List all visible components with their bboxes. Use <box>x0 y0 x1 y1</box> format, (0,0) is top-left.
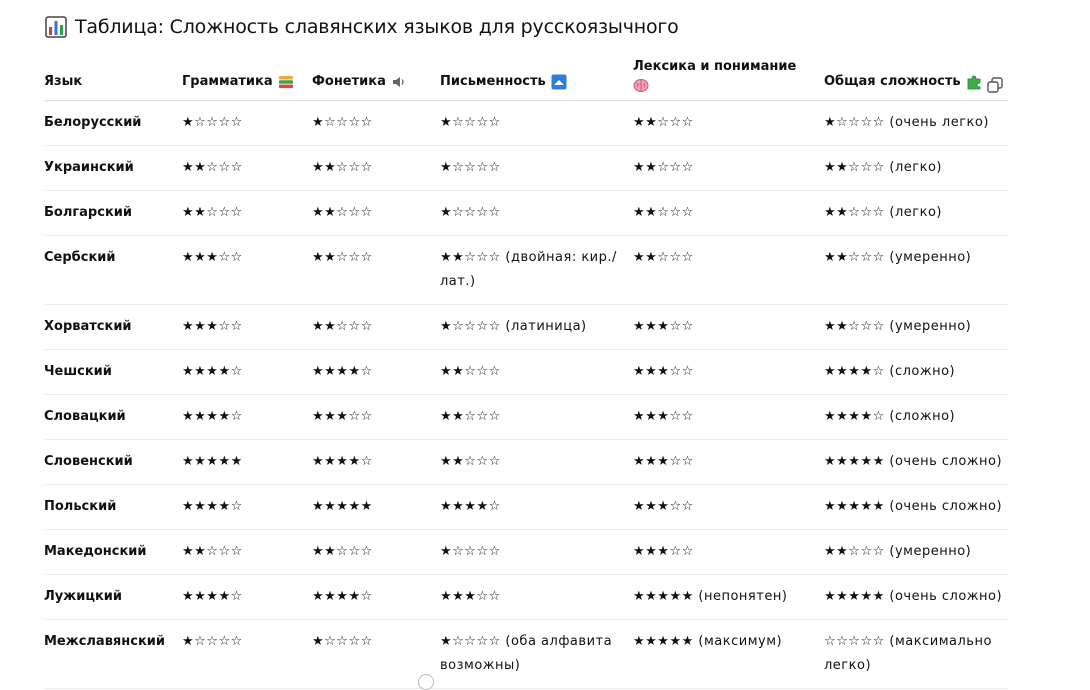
language-cell: Польский <box>44 485 182 530</box>
difficulty-table <box>44 52 1008 689</box>
phonetics-cell: ★★☆☆☆ <box>312 146 440 191</box>
overall-cell: ★★★★★ (очень сложно) <box>824 575 1008 620</box>
grammar-cell: ★★★★☆ <box>182 485 312 530</box>
page-title: Таблица: Сложность славянских языков для русскоязычного <box>75 16 679 38</box>
scroll-down-button[interactable] <box>418 674 434 690</box>
phonetics-cell: ★☆☆☆☆ <box>312 620 440 689</box>
overall-cell: ★★☆☆☆ (умеренно) <box>824 236 1008 305</box>
language-cell: Лужицкий <box>44 575 182 620</box>
table-row <box>44 395 1008 440</box>
language-cell: Межславянский <box>44 620 182 689</box>
writing-cell: ★★☆☆☆ <box>440 395 633 440</box>
overall-cell: ★★☆☆☆ (умеренно) <box>824 305 1008 350</box>
table-row <box>44 350 1008 395</box>
phonetics-cell: ★★★☆☆ <box>312 395 440 440</box>
grammar-cell: ★★★★☆ <box>182 575 312 620</box>
grammar-cell: ★★★★★ <box>182 440 312 485</box>
phonetics-cell: ★★★★☆ <box>312 575 440 620</box>
table-header-row <box>44 52 1008 101</box>
bar-chart-icon <box>45 16 67 38</box>
table-row <box>44 236 1008 305</box>
column-header-phonetics: Фонетика <box>312 52 440 101</box>
writing-cell: ★★☆☆☆ <box>440 350 633 395</box>
table-row <box>44 101 1008 146</box>
writing-cell: ★☆☆☆☆ <box>440 191 633 236</box>
lexicon-cell: ★★★☆☆ <box>633 350 824 395</box>
language-cell: Хорватский <box>44 305 182 350</box>
speaker-icon <box>391 74 407 90</box>
overall-cell: ★★★★☆ (сложно) <box>824 350 1008 395</box>
grammar-cell: ★★★☆☆ <box>182 305 312 350</box>
table-row <box>44 305 1008 350</box>
writing-cell: ★☆☆☆☆ <box>440 530 633 575</box>
column-header-overall: Общая сложность <box>824 52 1008 101</box>
page-title-wrap <box>45 16 679 38</box>
lexicon-cell: ★★★☆☆ <box>633 395 824 440</box>
column-header-lexicon: Лексика и понимание <box>633 52 824 101</box>
grammar-cell: ★☆☆☆☆ <box>182 620 312 689</box>
table-row <box>44 146 1008 191</box>
brain-icon <box>633 77 649 93</box>
overall-cell: ★★★★☆ (сложно) <box>824 395 1008 440</box>
lexicon-cell: ★★★★★ (непонятен) <box>633 575 824 620</box>
phonetics-cell: ★★★★☆ <box>312 440 440 485</box>
language-cell: Словенский <box>44 440 182 485</box>
phonetics-cell: ★★★★☆ <box>312 350 440 395</box>
lexicon-cell: ★★☆☆☆ <box>633 236 824 305</box>
writing-cell: ★☆☆☆☆ (латиница) <box>440 305 633 350</box>
overall-cell: ★★☆☆☆ (легко) <box>824 146 1008 191</box>
overall-cell: ☆☆☆☆☆ (максимально легко) <box>824 620 1008 689</box>
table-row <box>44 440 1008 485</box>
overall-cell: ★☆☆☆☆ (очень легко) <box>824 101 1008 146</box>
column-header-language: Язык <box>44 52 182 101</box>
overall-cell: ★★★★★ (очень сложно) <box>824 440 1008 485</box>
phonetics-cell: ★☆☆☆☆ <box>312 101 440 146</box>
language-cell: Сербский <box>44 236 182 305</box>
grammar-cell: ★☆☆☆☆ <box>182 101 312 146</box>
phonetics-cell: ★★☆☆☆ <box>312 191 440 236</box>
writing-cell: ★☆☆☆☆ <box>440 146 633 191</box>
language-cell: Чешский <box>44 350 182 395</box>
lexicon-cell: ★★★☆☆ <box>633 530 824 575</box>
overall-cell: ★★★★★ (очень сложно) <box>824 485 1008 530</box>
column-header-writing: Письменность <box>440 52 633 101</box>
puzzle-icon <box>966 74 982 90</box>
overall-cell: ★★☆☆☆ (легко) <box>824 191 1008 236</box>
books-icon <box>278 74 294 90</box>
table-row <box>44 485 1008 530</box>
lexicon-cell: ★★★★★ (максимум) <box>633 620 824 689</box>
table-row <box>44 191 1008 236</box>
grammar-cell: ★★☆☆☆ <box>182 530 312 575</box>
grammar-cell: ★★☆☆☆ <box>182 191 312 236</box>
language-cell: Белорусский <box>44 101 182 146</box>
phonetics-cell: ★★☆☆☆ <box>312 305 440 350</box>
lexicon-cell: ★★☆☆☆ <box>633 146 824 191</box>
writing-cell: ★★☆☆☆ (двойная: кир./лат.) <box>440 236 633 305</box>
writing-cell: ★★☆☆☆ <box>440 440 633 485</box>
grammar-cell: ★★★★☆ <box>182 350 312 395</box>
phonetics-cell: ★★★★★ <box>312 485 440 530</box>
lexicon-cell: ★★☆☆☆ <box>633 101 824 146</box>
writing-cell: ★★★★☆ <box>440 485 633 530</box>
grammar-cell: ★★★☆☆ <box>182 236 312 305</box>
grammar-cell: ★★☆☆☆ <box>182 146 312 191</box>
lexicon-cell: ★★★☆☆ <box>633 305 824 350</box>
alphabet-icon <box>551 74 567 90</box>
lexicon-cell: ★★★☆☆ <box>633 440 824 485</box>
writing-cell: ★☆☆☆☆ <box>440 101 633 146</box>
lexicon-cell: ★★☆☆☆ <box>633 191 824 236</box>
language-cell: Болгарский <box>44 191 182 236</box>
column-header-grammar: Грамматика <box>182 52 312 101</box>
language-cell: Украинский <box>44 146 182 191</box>
language-cell: Македонский <box>44 530 182 575</box>
lexicon-cell: ★★★☆☆ <box>633 485 824 530</box>
phonetics-cell: ★★☆☆☆ <box>312 530 440 575</box>
table-row <box>44 575 1008 620</box>
grammar-cell: ★★★★☆ <box>182 395 312 440</box>
language-cell: Словацкий <box>44 395 182 440</box>
table-row <box>44 620 1008 689</box>
writing-cell: ★★★☆☆ <box>440 575 633 620</box>
writing-cell: ★☆☆☆☆ (оба алфавита возможны) <box>440 620 633 689</box>
overall-cell: ★★☆☆☆ (умеренно) <box>824 530 1008 575</box>
table-row <box>44 530 1008 575</box>
phonetics-cell: ★★☆☆☆ <box>312 236 440 305</box>
